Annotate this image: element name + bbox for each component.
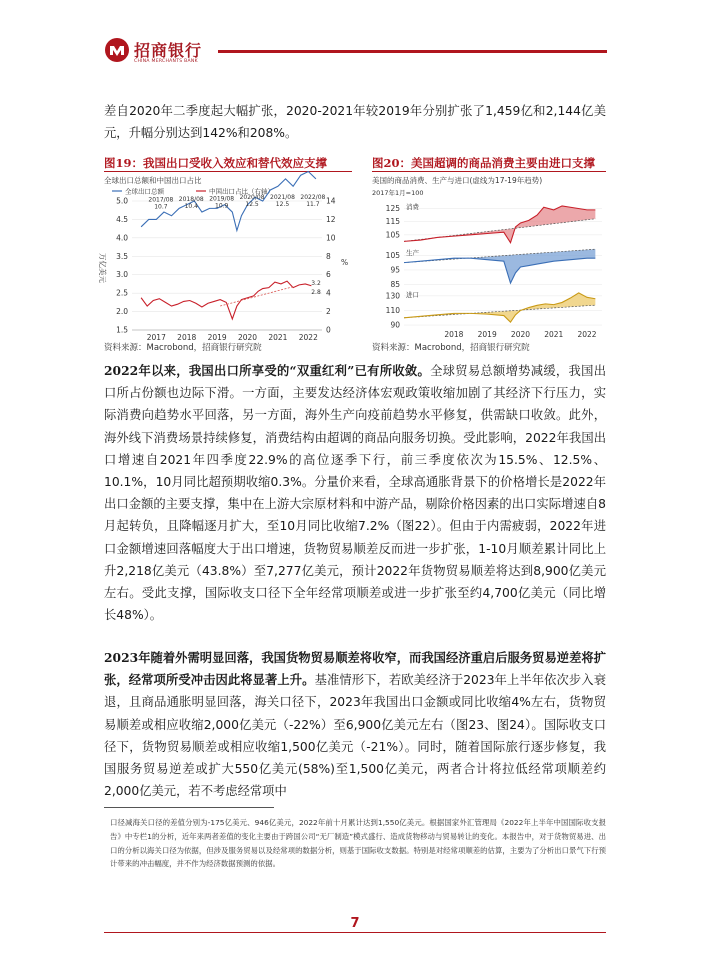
legend-label-global-exports: 全球出口总额 [125,187,164,196]
figure-20-source: 资料来源：Macrobond，招商银行研究院 [372,343,530,353]
paragraph-2-lead: 2022年以来，我国出口所享受的“双重红利”已有所收敛。 [104,363,431,378]
x-tick: 2020 [510,330,531,339]
series-line [141,281,311,319]
figure-20-title: 图20：美国超调的商品消费主要由进口支撑 [372,156,596,170]
y-tick-left: 3.5 [116,251,128,261]
gap-area [404,293,595,322]
paragraph-2-text: 全球贸易总额增势减缓，我国出口所占份额也边际下滑。一方面，主要发达经济体宏观政策收缩加剧了其经济下行压力，实际消费向趋势水平回落，另一方面，海外生产向疫前趋势水平修复，供需缺口收敛。此外，海外线下消费场景持续修复，消费结构由超调的商品向服务切换。受此影响，2022年我国出口增速自2021年四季度22.9%的高位逐季下行，前三季度依次为15.5%、12.5%、10.1%，10月同比超预期收缩0.3%。分量价来看，全球高通胀背景下的价格增长是2022年出口金额的主要支撑，集中在上游大宗原材料和中游产品，剔除价格因素的出口实际增速自8月起转负，且降幅逐月扩大，至10月同比收缩7.2%（图22）。但由于内需疲弱，2022年进口金额增速回落幅度大于出口增速，货物贸易顺差反而进一步扩张，1-10月顺差累计同比上升2,218亿美元（43.8%）至7,277亿美元，预计2022年货物贸易顺差将达到8,900亿美元左右。受此支撑，国际收支口径下全年经常项顺差或进一步扩张至约4,700亿美元（同比增长48%）。 [104,364,606,623]
y-tick: 110 [385,305,400,315]
y-tick: 95 [390,265,400,275]
y-tick-left: 3.0 [116,270,128,280]
header-divider [218,50,607,53]
x-tick: 2018 [177,333,197,342]
y-tick-right: 0 [326,325,331,335]
figure-20-panels [386,202,602,330]
annotation-value: 11.7 [306,201,320,209]
annotation-date: 2022/08 [300,194,326,202]
actual-line [404,293,595,322]
panel-label: 生产 [406,249,419,257]
annotation-date: 2020/08 [239,193,265,201]
y-tick-left: 1.5 [116,325,128,335]
x-tick: 2021 [544,330,564,339]
y-tick-right: 8 [326,251,331,261]
figure-19-title: 图19：我国出口受收入效应和替代效应支撑 [104,156,328,170]
paragraph-2 [104,360,606,626]
y-axis-label-right: % [341,258,349,267]
figure-20-rule [372,171,606,172]
trend-arrow [220,287,293,306]
y-tick-left: 2.0 [116,307,128,317]
y-tick-left: 2.5 [116,288,128,298]
paragraph-3 [104,647,606,802]
footnote-divider [104,807,274,808]
figure-20-chart [372,196,606,340]
annotation-value: 10.4 [184,203,198,211]
y-tick: 85 [390,280,400,290]
y-tick-left: 4.0 [116,233,128,243]
y-tick-right: 14 [326,196,336,206]
x-tick: 2018 [444,330,464,339]
brand-name-en: CHINA MERCHANTS BANK [134,59,198,64]
panel-消费 [386,202,602,243]
x-tick: 2020 [237,333,258,342]
x-tick: 2019 [207,333,227,342]
bank-logo-icon [104,37,130,63]
page-number: 7 [350,916,360,931]
y-tick-right: 10 [326,233,336,243]
paragraph-1 [104,100,606,144]
figure-19-annotations [148,194,325,306]
y-tick-right: 6 [326,270,331,280]
y-tick-left: 5.0 [116,196,128,206]
panel-进口 [386,290,602,330]
panel-label: 消费 [406,203,419,211]
paragraph-3-text: 基准情形下，若欧美经济于2023年上半年依次步入衰退，且商品通胀明显回落，海关口径下，2023年我国出口金额或同比收缩4%左右，货物贸易顺差或相应收缩2,000亿美元（-22%）至6,900亿美元左右（图23、图24）。国际收支口径下，货物贸易顺差或相应收缩1,500亿美元（-21%）。同时，随着国际旅行逐步修复，我国服务贸易逆差或扩大550亿美元(58%)至1,500亿美元，两者合计将拉低经常项顺差约2,000亿美元，若不考虑经常项中 [104,673,606,799]
panel-label: 进口 [406,291,419,299]
figure-19-gridlines [132,201,322,330]
y-tick: 105 [385,250,400,260]
x-tick: 2022 [298,333,318,342]
paragraph-1-text: 差自2020年二季度起大幅扩张，2020-2021年较2019年分别扩张了1,459亿和2,144亿美元，升幅分别达到142%和208%。 [104,104,606,141]
figure-19-rule [104,171,352,172]
annotation-date: 2017/08 [148,196,174,204]
x-tick: 2022 [577,330,597,339]
figure-20-x-ticks [444,330,596,339]
figure-19-subtitle: 全球出口总额和中国出口占比 [104,176,202,185]
annotation-value: 12.5 [245,200,259,208]
footnote: 口径减海关口径的差值分别为-175亿美元、946亿美元，2022年前十月累计达到1,550亿美元。根据国家外汇管理局《2022年上半年中国国际收支报告》中专栏1的分析，近年来两者差值的变化主要由于跨国公司“无厂制造”模式盛行、造成货物移动与贸易转让的变化。本报告中，对于货物贸易进、出口的分析以海关口径为依据，但涉及服务贸易以及经常项的数据分析，则基于国际收支数据。特别是对经常项顺差的估算，主要为了分析出口景气下行预计带来的冲击幅度，并不作为经济数据预测的依据。 [110,818,606,869]
y-tick-right: 2 [326,307,331,317]
annotation-value: 12.5 [275,200,290,208]
figure-20-subtitle: 美国的商品消费、生产与进口(虚线为17-19年趋势) [372,176,543,185]
y-tick: 90 [390,320,400,330]
figure-19-source: 资料来源：Macrobond，招商银行研究院 [104,343,262,353]
y-tick-left: 4.5 [116,214,128,224]
end-label: 3.2 [311,279,321,287]
figure-19-chart [98,185,352,342]
annotation-value: 10.9 [215,202,229,210]
y-axis-label-left: 万亿美元 [98,253,107,283]
x-tick: 2021 [268,333,288,342]
y-tick: 130 [385,291,400,301]
annotation-value: 10.7 [154,203,168,211]
annotation-date: 2018/08 [178,196,204,204]
actual-line [404,258,595,283]
x-tick: 2017 [146,333,166,342]
annotation-date: 2021/08 [270,193,295,201]
footer-divider [104,932,606,933]
y-tick-right: 4 [326,288,331,298]
gap-area [404,206,595,243]
end-label: 2.8 [311,289,321,297]
paragraph-3-lead: 2023年随着外需明显回落，我国货物贸易顺差将收窄，而我国经济重启后服务贸易逆差将扩张，经常项所受冲击因此将显著上升。 [104,650,606,688]
y-tick: 115 [385,217,400,227]
figure-19-left-ticks [116,197,128,335]
annotation-date: 2019/08 [209,195,235,203]
figure-20-base-note: 2017年1月=100 [372,189,424,197]
figure-19-right-ticks [326,197,336,335]
y-tick-right: 12 [326,214,336,224]
y-tick: 105 [385,230,400,240]
y-tick: 125 [385,204,400,214]
x-tick: 2019 [477,330,497,339]
gap-area [404,249,595,283]
trend-line [404,305,595,318]
panel-生产 [386,248,602,289]
legend-label-china-share: 中国出口占比（右轴） [209,187,274,196]
brand-name-cn: 招商银行 [134,41,203,60]
